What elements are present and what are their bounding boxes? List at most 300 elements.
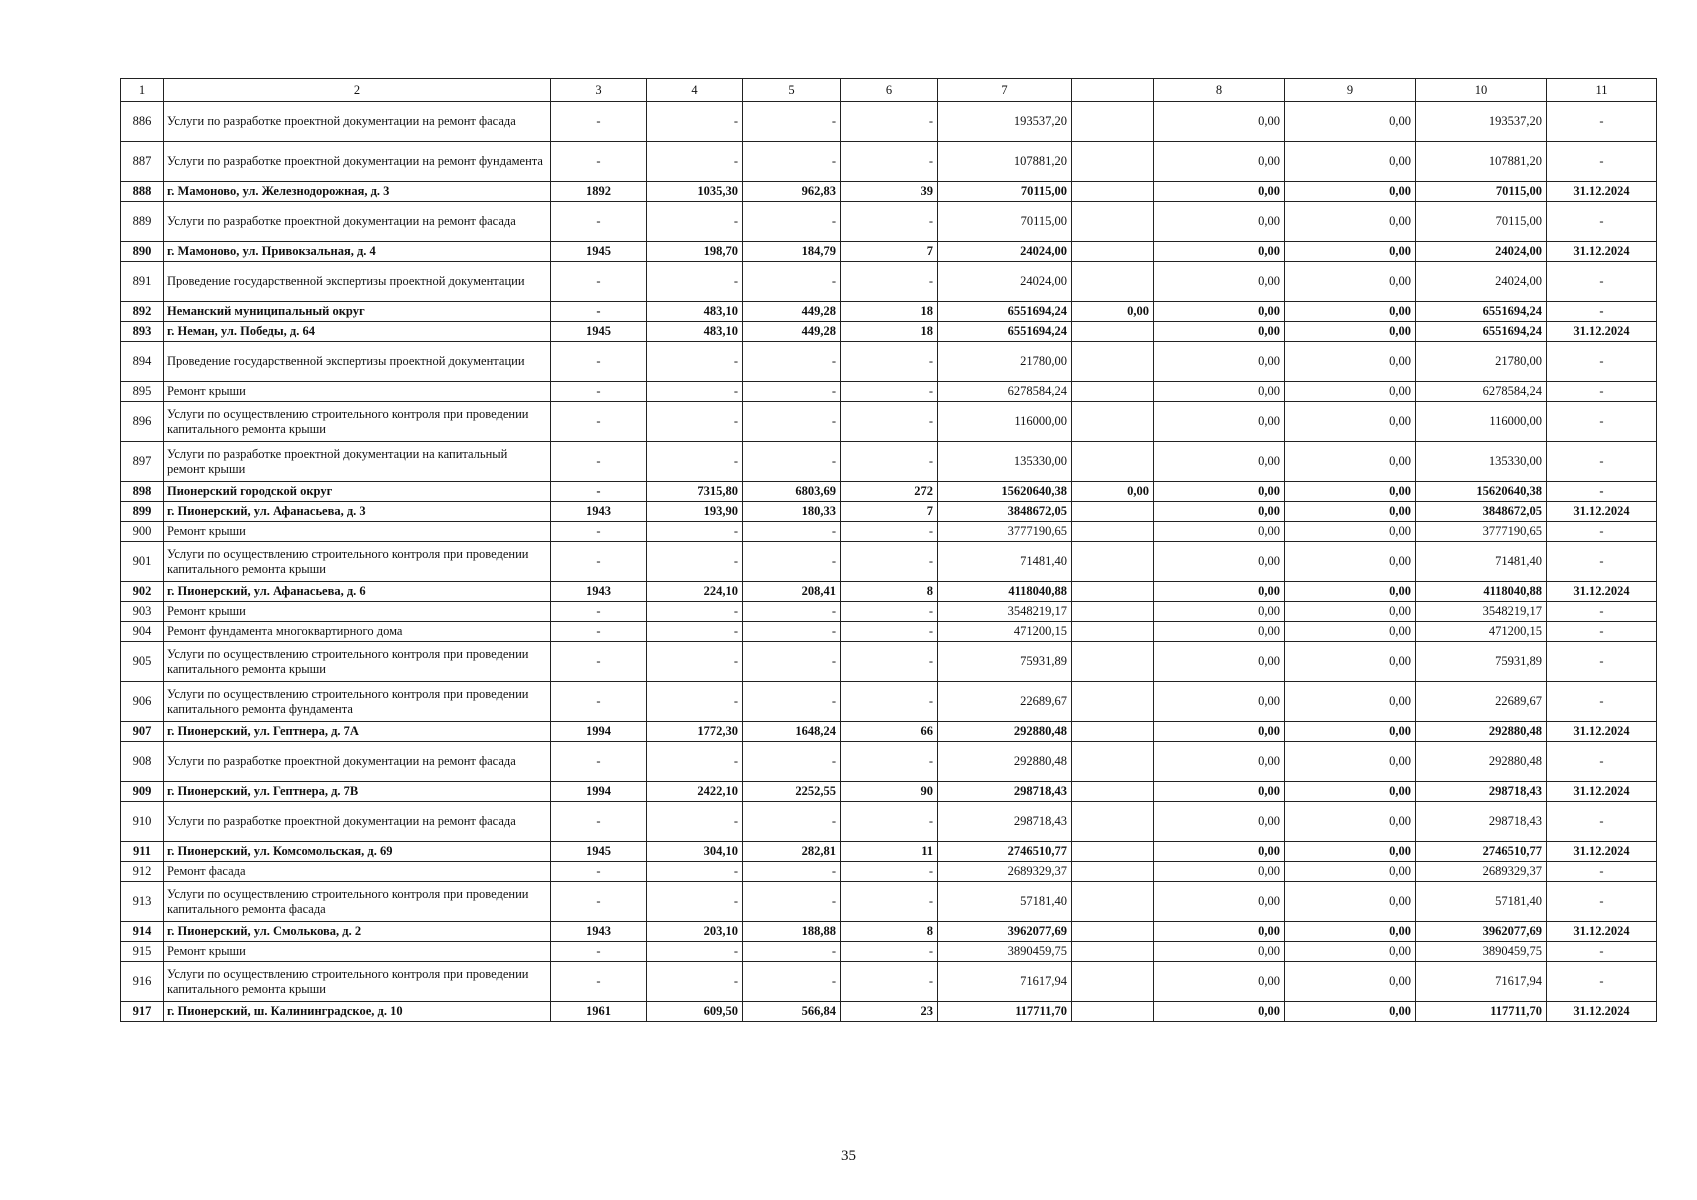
- extra-funds-cell: [1072, 442, 1154, 482]
- fund-8-cell: 0,00: [1154, 922, 1285, 942]
- row-name-cell: Проведение государственной экспертизы проектной документации: [164, 262, 551, 302]
- total-area-cell: -: [647, 382, 743, 402]
- year-built-cell: -: [551, 542, 647, 582]
- living-area-cell: -: [743, 102, 841, 142]
- fund-8-cell: 0,00: [1154, 622, 1285, 642]
- total-area-cell: -: [647, 522, 743, 542]
- fund-8-cell: 0,00: [1154, 582, 1285, 602]
- header-cell: 8: [1154, 79, 1285, 102]
- year-built-cell: -: [551, 622, 647, 642]
- living-area-cell: 2252,55: [743, 782, 841, 802]
- fund-9-cell: 0,00: [1285, 622, 1416, 642]
- total-area-cell: 7315,80: [647, 482, 743, 502]
- year-built-cell: -: [551, 402, 647, 442]
- row-number-cell: 911: [121, 842, 164, 862]
- fund-8-cell: 0,00: [1154, 842, 1285, 862]
- extra-funds-cell: [1072, 642, 1154, 682]
- row-number-cell: 913: [121, 882, 164, 922]
- table-row-subtotal: [121, 322, 1657, 342]
- extra-funds-cell: [1072, 262, 1154, 302]
- deadline-cell: -: [1547, 622, 1657, 642]
- deadline-cell: -: [1547, 642, 1657, 682]
- living-area-cell: -: [743, 262, 841, 302]
- year-built-cell: -: [551, 942, 647, 962]
- residents-count-cell: 8: [841, 922, 938, 942]
- total-area-cell: -: [647, 202, 743, 242]
- fund-10-cell: 117711,70: [1416, 1002, 1547, 1022]
- living-area-cell: 1648,24: [743, 722, 841, 742]
- deadline-cell: 31.12.2024: [1547, 182, 1657, 202]
- fund-10-cell: 75931,89: [1416, 642, 1547, 682]
- total-area-cell: -: [647, 682, 743, 722]
- total-cost-cell: 298718,43: [938, 782, 1072, 802]
- residents-count-cell: -: [841, 962, 938, 1002]
- table-row: [121, 602, 1657, 622]
- row-name-cell: Неманский муниципальный округ: [164, 302, 551, 322]
- row-number-cell: 887: [121, 142, 164, 182]
- total-area-cell: -: [647, 962, 743, 1002]
- total-area-cell: -: [647, 102, 743, 142]
- extra-funds-cell: 0,00: [1072, 302, 1154, 322]
- total-area-cell: -: [647, 342, 743, 382]
- row-name-cell: Ремонт фасада: [164, 862, 551, 882]
- residents-count-cell: -: [841, 442, 938, 482]
- living-area-cell: -: [743, 942, 841, 962]
- deadline-cell: -: [1547, 682, 1657, 722]
- total-cost-cell: 3962077,69: [938, 922, 1072, 942]
- table-row-subtotal: [121, 1002, 1657, 1022]
- deadline-cell: -: [1547, 262, 1657, 302]
- fund-10-cell: 71481,40: [1416, 542, 1547, 582]
- fund-10-cell: 24024,00: [1416, 242, 1547, 262]
- fund-9-cell: 0,00: [1285, 382, 1416, 402]
- extra-funds-cell: 0,00: [1072, 482, 1154, 502]
- fund-8-cell: 0,00: [1154, 942, 1285, 962]
- fund-9-cell: 0,00: [1285, 782, 1416, 802]
- fund-10-cell: 298718,43: [1416, 802, 1547, 842]
- total-area-cell: -: [647, 142, 743, 182]
- deadline-cell: -: [1547, 482, 1657, 502]
- total-cost-cell: 298718,43: [938, 802, 1072, 842]
- living-area-cell: -: [743, 642, 841, 682]
- extra-funds-cell: [1072, 782, 1154, 802]
- extra-funds-cell: [1072, 342, 1154, 382]
- living-area-cell: -: [743, 802, 841, 842]
- fund-10-cell: 193537,20: [1416, 102, 1547, 142]
- total-cost-cell: 3848672,05: [938, 502, 1072, 522]
- total-cost-cell: 107881,20: [938, 142, 1072, 182]
- table-row-subtotal: [121, 922, 1657, 942]
- fund-9-cell: 0,00: [1285, 922, 1416, 942]
- fund-9-cell: 0,00: [1285, 642, 1416, 682]
- fund-10-cell: 3848672,05: [1416, 502, 1547, 522]
- table-row: [121, 682, 1657, 722]
- row-name-cell: Проведение государственной экспертизы проектной документации: [164, 342, 551, 382]
- row-number-cell: 901: [121, 542, 164, 582]
- living-area-cell: -: [743, 522, 841, 542]
- fund-10-cell: 6551694,24: [1416, 322, 1547, 342]
- living-area-cell: -: [743, 882, 841, 922]
- row-name-cell: Услуги по разработке проектной документации на ремонт фасада: [164, 742, 551, 782]
- fund-8-cell: 0,00: [1154, 482, 1285, 502]
- header-cell: 5: [743, 79, 841, 102]
- residents-count-cell: -: [841, 522, 938, 542]
- row-name-cell: г. Пионерский, ул. Комсомольская, д. 69: [164, 842, 551, 862]
- table-row: [121, 342, 1657, 382]
- fund-8-cell: 0,00: [1154, 262, 1285, 302]
- fund-8-cell: 0,00: [1154, 522, 1285, 542]
- living-area-cell: 6803,69: [743, 482, 841, 502]
- row-number-cell: 891: [121, 262, 164, 302]
- fund-9-cell: 0,00: [1285, 742, 1416, 782]
- total-cost-cell: 4118040,88: [938, 582, 1072, 602]
- total-cost-cell: 3777190,65: [938, 522, 1072, 542]
- residents-count-cell: -: [841, 682, 938, 722]
- row-number-cell: 899: [121, 502, 164, 522]
- residents-count-cell: -: [841, 862, 938, 882]
- total-cost-cell: 57181,40: [938, 882, 1072, 922]
- fund-9-cell: 0,00: [1285, 182, 1416, 202]
- row-name-cell: Услуги по осуществлению строительного контроля при проведении капитального ремонта крыши: [164, 642, 551, 682]
- fund-8-cell: 0,00: [1154, 542, 1285, 582]
- table-row: [121, 642, 1657, 682]
- residents-count-cell: -: [841, 542, 938, 582]
- table-row: [121, 882, 1657, 922]
- row-name-cell: Услуги по разработке проектной документации на ремонт фасада: [164, 102, 551, 142]
- fund-8-cell: 0,00: [1154, 722, 1285, 742]
- fund-10-cell: 15620640,38: [1416, 482, 1547, 502]
- extra-funds-cell: [1072, 602, 1154, 622]
- table-row: [121, 402, 1657, 442]
- year-built-cell: -: [551, 602, 647, 622]
- fund-8-cell: 0,00: [1154, 862, 1285, 882]
- living-area-cell: -: [743, 602, 841, 622]
- extra-funds-cell: [1072, 802, 1154, 842]
- total-cost-cell: 21780,00: [938, 342, 1072, 382]
- row-number-cell: 895: [121, 382, 164, 402]
- fund-9-cell: 0,00: [1285, 882, 1416, 922]
- table-body: [121, 79, 1657, 1022]
- extra-funds-cell: [1072, 322, 1154, 342]
- residents-count-cell: -: [841, 602, 938, 622]
- total-area-cell: 193,90: [647, 502, 743, 522]
- table-row-subtotal: [121, 502, 1657, 522]
- total-cost-cell: 116000,00: [938, 402, 1072, 442]
- header-cell: 10: [1416, 79, 1547, 102]
- total-area-cell: 609,50: [647, 1002, 743, 1022]
- total-cost-cell: 292880,48: [938, 722, 1072, 742]
- table-row: [121, 262, 1657, 302]
- row-name-cell: Услуги по осуществлению строительного контроля при проведении капитального ремонта крыши: [164, 542, 551, 582]
- fund-8-cell: 0,00: [1154, 342, 1285, 382]
- fund-9-cell: 0,00: [1285, 302, 1416, 322]
- deadline-cell: -: [1547, 142, 1657, 182]
- fund-8-cell: 0,00: [1154, 322, 1285, 342]
- fund-10-cell: 292880,48: [1416, 742, 1547, 782]
- table-row: [121, 102, 1657, 142]
- fund-10-cell: 107881,20: [1416, 142, 1547, 182]
- deadline-cell: 31.12.2024: [1547, 502, 1657, 522]
- fund-9-cell: 0,00: [1285, 242, 1416, 262]
- row-number-cell: 886: [121, 102, 164, 142]
- row-name-cell: Ремонт крыши: [164, 522, 551, 542]
- year-built-cell: -: [551, 482, 647, 502]
- extra-funds-cell: [1072, 382, 1154, 402]
- total-area-cell: -: [647, 742, 743, 782]
- year-built-cell: -: [551, 342, 647, 382]
- total-area-cell: -: [647, 642, 743, 682]
- living-area-cell: -: [743, 342, 841, 382]
- deadline-cell: 31.12.2024: [1547, 922, 1657, 942]
- year-built-cell: -: [551, 642, 647, 682]
- living-area-cell: 188,88: [743, 922, 841, 942]
- deadline-cell: -: [1547, 542, 1657, 582]
- extra-funds-cell: [1072, 242, 1154, 262]
- fund-8-cell: 0,00: [1154, 302, 1285, 322]
- total-cost-cell: 15620640,38: [938, 482, 1072, 502]
- fund-9-cell: 0,00: [1285, 102, 1416, 142]
- year-built-cell: -: [551, 202, 647, 242]
- total-cost-cell: 6551694,24: [938, 302, 1072, 322]
- total-cost-cell: 3890459,75: [938, 942, 1072, 962]
- deadline-cell: 31.12.2024: [1547, 322, 1657, 342]
- total-cost-cell: 70115,00: [938, 202, 1072, 242]
- fund-8-cell: 0,00: [1154, 1002, 1285, 1022]
- year-built-cell: 1945: [551, 842, 647, 862]
- table-row-subtotal: [121, 582, 1657, 602]
- residents-count-cell: -: [841, 142, 938, 182]
- total-cost-cell: 70115,00: [938, 182, 1072, 202]
- year-built-cell: -: [551, 102, 647, 142]
- deadline-cell: -: [1547, 742, 1657, 782]
- fund-8-cell: 0,00: [1154, 682, 1285, 722]
- table-row: [121, 142, 1657, 182]
- total-area-cell: -: [647, 862, 743, 882]
- deadline-cell: -: [1547, 942, 1657, 962]
- fund-10-cell: 298718,43: [1416, 782, 1547, 802]
- year-built-cell: 1945: [551, 242, 647, 262]
- fund-9-cell: 0,00: [1285, 722, 1416, 742]
- header-cell: 1: [121, 79, 164, 102]
- residents-count-cell: -: [841, 802, 938, 842]
- year-built-cell: 1943: [551, 922, 647, 942]
- total-cost-cell: 2689329,37: [938, 862, 1072, 882]
- residents-count-cell: -: [841, 882, 938, 922]
- total-cost-cell: 292880,48: [938, 742, 1072, 782]
- residents-count-cell: -: [841, 262, 938, 302]
- total-cost-cell: 24024,00: [938, 242, 1072, 262]
- residents-count-cell: -: [841, 382, 938, 402]
- total-cost-cell: 75931,89: [938, 642, 1072, 682]
- row-name-cell: г. Неман, ул. Победы, д. 64: [164, 322, 551, 342]
- living-area-cell: 449,28: [743, 302, 841, 322]
- total-area-cell: 1035,30: [647, 182, 743, 202]
- table-row-subtotal: [121, 782, 1657, 802]
- table-row-subtotal: [121, 482, 1657, 502]
- total-cost-cell: 24024,00: [938, 262, 1072, 302]
- fund-10-cell: 3548219,17: [1416, 602, 1547, 622]
- deadline-cell: -: [1547, 602, 1657, 622]
- year-built-cell: 1943: [551, 582, 647, 602]
- table-row: [121, 202, 1657, 242]
- deadline-cell: -: [1547, 862, 1657, 882]
- deadline-cell: -: [1547, 962, 1657, 1002]
- fund-10-cell: 70115,00: [1416, 182, 1547, 202]
- deadline-cell: -: [1547, 402, 1657, 442]
- residents-count-cell: 7: [841, 242, 938, 262]
- residents-count-cell: 11: [841, 842, 938, 862]
- extra-funds-cell: [1072, 402, 1154, 442]
- table-row: [121, 522, 1657, 542]
- extra-funds-cell: [1072, 582, 1154, 602]
- row-name-cell: г. Пионерский, ул. Афанасьева, д. 6: [164, 582, 551, 602]
- table-row: [121, 542, 1657, 582]
- year-built-cell: 1994: [551, 782, 647, 802]
- fund-9-cell: 0,00: [1285, 482, 1416, 502]
- total-area-cell: -: [647, 942, 743, 962]
- fund-9-cell: 0,00: [1285, 602, 1416, 622]
- total-area-cell: 224,10: [647, 582, 743, 602]
- extra-funds-cell: [1072, 922, 1154, 942]
- fund-10-cell: 135330,00: [1416, 442, 1547, 482]
- row-number-cell: 903: [121, 602, 164, 622]
- deadline-cell: 31.12.2024: [1547, 242, 1657, 262]
- residents-count-cell: -: [841, 342, 938, 382]
- year-built-cell: -: [551, 742, 647, 782]
- residents-count-cell: 272: [841, 482, 938, 502]
- deadline-cell: 31.12.2024: [1547, 842, 1657, 862]
- living-area-cell: -: [743, 202, 841, 242]
- row-number-cell: 889: [121, 202, 164, 242]
- fund-10-cell: 4118040,88: [1416, 582, 1547, 602]
- fund-9-cell: 0,00: [1285, 522, 1416, 542]
- row-name-cell: Услуги по разработке проектной документации на ремонт фасада: [164, 802, 551, 842]
- living-area-cell: 184,79: [743, 242, 841, 262]
- row-number-cell: 905: [121, 642, 164, 682]
- fund-8-cell: 0,00: [1154, 382, 1285, 402]
- residents-count-cell: -: [841, 742, 938, 782]
- living-area-cell: -: [743, 542, 841, 582]
- row-number-cell: 910: [121, 802, 164, 842]
- row-number-cell: 898: [121, 482, 164, 502]
- fund-8-cell: 0,00: [1154, 182, 1285, 202]
- row-name-cell: Ремонт крыши: [164, 602, 551, 622]
- fund-10-cell: 2746510,77: [1416, 842, 1547, 862]
- living-area-cell: -: [743, 442, 841, 482]
- row-name-cell: Услуги по разработке проектной документации на ремонт фасада: [164, 202, 551, 242]
- deadline-cell: 31.12.2024: [1547, 782, 1657, 802]
- row-number-cell: 888: [121, 182, 164, 202]
- fund-8-cell: 0,00: [1154, 642, 1285, 682]
- extra-funds-cell: [1072, 742, 1154, 782]
- fund-9-cell: 0,00: [1285, 502, 1416, 522]
- year-built-cell: 1892: [551, 182, 647, 202]
- living-area-cell: -: [743, 622, 841, 642]
- total-cost-cell: 3548219,17: [938, 602, 1072, 622]
- fund-8-cell: 0,00: [1154, 242, 1285, 262]
- residents-count-cell: 18: [841, 322, 938, 342]
- row-number-cell: 904: [121, 622, 164, 642]
- total-cost-cell: 71481,40: [938, 542, 1072, 582]
- fund-10-cell: 57181,40: [1416, 882, 1547, 922]
- total-cost-cell: 471200,15: [938, 622, 1072, 642]
- year-built-cell: -: [551, 142, 647, 182]
- fund-10-cell: 22689,67: [1416, 682, 1547, 722]
- row-name-cell: Услуги по разработке проектной документации на капитальный ремонт крыши: [164, 442, 551, 482]
- total-area-cell: -: [647, 882, 743, 922]
- fund-10-cell: 6278584,24: [1416, 382, 1547, 402]
- fund-9-cell: 0,00: [1285, 262, 1416, 302]
- fund-10-cell: 471200,15: [1416, 622, 1547, 642]
- total-cost-cell: 117711,70: [938, 1002, 1072, 1022]
- row-name-cell: Услуги по осуществлению строительного контроля при проведении капитального ремонта фасада: [164, 882, 551, 922]
- table-row: [121, 862, 1657, 882]
- living-area-cell: -: [743, 142, 841, 182]
- deadline-cell: -: [1547, 202, 1657, 242]
- row-number-cell: 894: [121, 342, 164, 382]
- table-row: [121, 622, 1657, 642]
- total-cost-cell: 22689,67: [938, 682, 1072, 722]
- total-cost-cell: 71617,94: [938, 962, 1072, 1002]
- deadline-cell: -: [1547, 342, 1657, 382]
- header-cell: 2: [164, 79, 551, 102]
- row-name-cell: Услуги по разработке проектной документации на ремонт фундамента: [164, 142, 551, 182]
- row-number-cell: 900: [121, 522, 164, 542]
- extra-funds-cell: [1072, 202, 1154, 242]
- fund-10-cell: 71617,94: [1416, 962, 1547, 1002]
- extra-funds-cell: [1072, 142, 1154, 182]
- living-area-cell: -: [743, 962, 841, 1002]
- residents-count-cell: -: [841, 102, 938, 142]
- row-number-cell: 916: [121, 962, 164, 1002]
- residents-count-cell: -: [841, 642, 938, 682]
- residents-count-cell: 39: [841, 182, 938, 202]
- total-area-cell: -: [647, 262, 743, 302]
- fund-8-cell: 0,00: [1154, 202, 1285, 242]
- header-cell: [1072, 79, 1154, 102]
- table-row-subtotal: [121, 302, 1657, 322]
- total-cost-cell: 135330,00: [938, 442, 1072, 482]
- extra-funds-cell: [1072, 622, 1154, 642]
- extra-funds-cell: [1072, 102, 1154, 142]
- fund-8-cell: 0,00: [1154, 962, 1285, 1002]
- table-row: [121, 442, 1657, 482]
- extra-funds-cell: [1072, 682, 1154, 722]
- fund-10-cell: 6551694,24: [1416, 302, 1547, 322]
- living-area-cell: 962,83: [743, 182, 841, 202]
- year-built-cell: -: [551, 962, 647, 1002]
- total-area-cell: 483,10: [647, 302, 743, 322]
- header-cell: 11: [1547, 79, 1657, 102]
- deadline-cell: -: [1547, 522, 1657, 542]
- fund-8-cell: 0,00: [1154, 802, 1285, 842]
- header-cell: 7: [938, 79, 1072, 102]
- living-area-cell: 180,33: [743, 502, 841, 522]
- row-name-cell: г. Мамоново, ул. Железнодорожная, д. 3: [164, 182, 551, 202]
- column-number-header-row: [121, 79, 1657, 102]
- extra-funds-cell: [1072, 502, 1154, 522]
- year-built-cell: 1945: [551, 322, 647, 342]
- total-area-cell: -: [647, 802, 743, 842]
- total-cost-cell: 6278584,24: [938, 382, 1072, 402]
- fund-9-cell: 0,00: [1285, 1002, 1416, 1022]
- fund-9-cell: 0,00: [1285, 682, 1416, 722]
- table-row: [121, 382, 1657, 402]
- row-number-cell: 912: [121, 862, 164, 882]
- fund-10-cell: 2689329,37: [1416, 862, 1547, 882]
- extra-funds-cell: [1072, 962, 1154, 1002]
- deadline-cell: -: [1547, 802, 1657, 842]
